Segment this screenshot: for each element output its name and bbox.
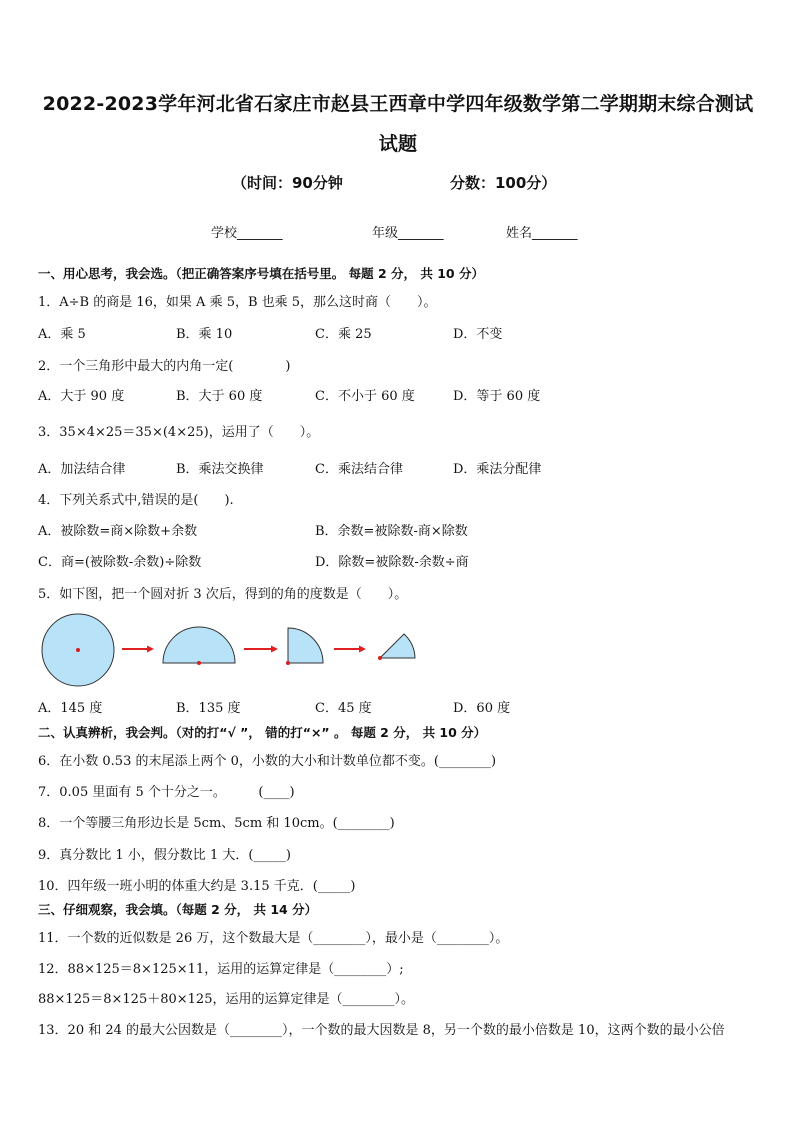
total-score: 分数：100分）: [450, 174, 557, 192]
quarter-circle: [288, 628, 323, 663]
q3-option-c: C．乘法结合律: [315, 462, 403, 477]
question-6: 6．在小数 0.53 的末尾添上两个 0，小数的大小和计数单位都不变。(________): [38, 754, 497, 769]
document-title: 2022-2023学年河北省石家庄市赵县王西章中学四年级数学第二学期期末综合测试试题: [42, 93, 754, 155]
center-dot-2: [197, 661, 201, 665]
time-limit: （时间：90分钟: [232, 174, 343, 192]
q5-option-a: A．145 度: [38, 701, 103, 716]
question-8: 8．一个等腰三角形边长是 5cm、5cm 和 10cm。(________): [38, 816, 395, 831]
q4-option-b: B．余数=被除数-商×除数: [315, 524, 468, 539]
center-dot-4: [378, 656, 382, 660]
center-dot-1: [76, 648, 80, 652]
q4-option-c: C．商=(被除数-余数)÷除数: [38, 555, 202, 570]
question-4: 4．下列关系式中,错误的是( ).: [38, 493, 234, 508]
q2-option-c: C．不小于 60 度: [315, 389, 415, 404]
arrow-3: [334, 646, 366, 653]
q1-option-b: B．乘 10: [176, 327, 233, 342]
question-11: 11．一个数的近似数是 26 万，这个数最大是（________），最小是（________）。: [38, 931, 509, 946]
circle-folding-figure: [36, 610, 436, 690]
question-1: 1．A÷B 的商是 16，如果 A 乘 5，B 也乘 5，那么这时商（ ）。: [38, 295, 437, 310]
name-field: 姓名_______: [506, 226, 578, 241]
section-1-heading: 一、用心思考，我会选。（把正确答案序号填在括号里。 每题 2 分， 共 10 分）: [38, 266, 484, 281]
question-3: 3．35×4×25＝35×(4×25)，运用了（ ）。: [38, 425, 320, 440]
q3-option-a: A．加法结合律: [38, 462, 126, 477]
q3-option-b: B．乘法交换律: [176, 462, 264, 477]
question-12-part-1: 12．88×125＝8×125×11，运用的运算定律是（________）;: [38, 962, 404, 977]
grade-field: 年级_______: [372, 226, 444, 241]
q4-option-d: D．除数=被除数-余数÷商: [315, 555, 469, 570]
q3-option-d: D．乘法分配律: [453, 462, 542, 477]
question-7: 7．0.05 里面有 5 个十分之一。 (____): [38, 785, 295, 800]
section-2-heading: 二、认真辨析，我会判。（对的打“√ ”， 错的打“×” 。 每题 2 分， 共 10 分）: [38, 725, 487, 740]
q4-option-a: A．被除数=商×除数+余数: [38, 524, 198, 539]
q1-option-a: A．乘 5: [38, 327, 86, 342]
question-9: 9．真分数比 1 小，假分数比 1 大．(_____): [38, 848, 291, 863]
section-3-heading: 三、仔细观察，我会填。（每题 2 分， 共 14 分）: [38, 902, 318, 917]
arrow-1: [122, 646, 154, 653]
q1-option-c: C．乘 25: [315, 327, 372, 342]
arrow-2: [244, 646, 278, 653]
half-circle: [163, 627, 235, 663]
q2-option-a: A．大于 90 度: [38, 389, 125, 404]
q5-option-b: B．135 度: [176, 701, 241, 716]
question-5: 5．如下图，把一个圆对折 3 次后，得到的角的度数是（ ）。: [38, 587, 408, 602]
school-field: 学校_______: [211, 226, 283, 241]
question-13: 13．20 和 24 的最大公因数是（________），一个数的最大因数是 8，另一个数的最小倍数是 10，这两个数的最小公倍: [38, 1023, 725, 1038]
q5-option-d: D．60 度: [453, 701, 511, 716]
question-2: 2．一个三角形中最大的内角一定( ): [38, 359, 291, 374]
center-dot-3: [286, 661, 290, 665]
q5-option-c: C．45 度: [315, 701, 372, 716]
q2-option-b: B．大于 60 度: [176, 389, 263, 404]
question-12-part-2: 88×125＝8×125＋80×125，运用的运算定律是（________）。: [38, 992, 414, 1007]
eighth-circle: [380, 634, 415, 658]
q2-option-d: D．等于 60 度: [453, 389, 541, 404]
q1-option-d: D．不变: [453, 327, 503, 342]
question-10: 10．四年级一班小明的体重大约是 3.15 千克．(_____): [38, 879, 356, 894]
